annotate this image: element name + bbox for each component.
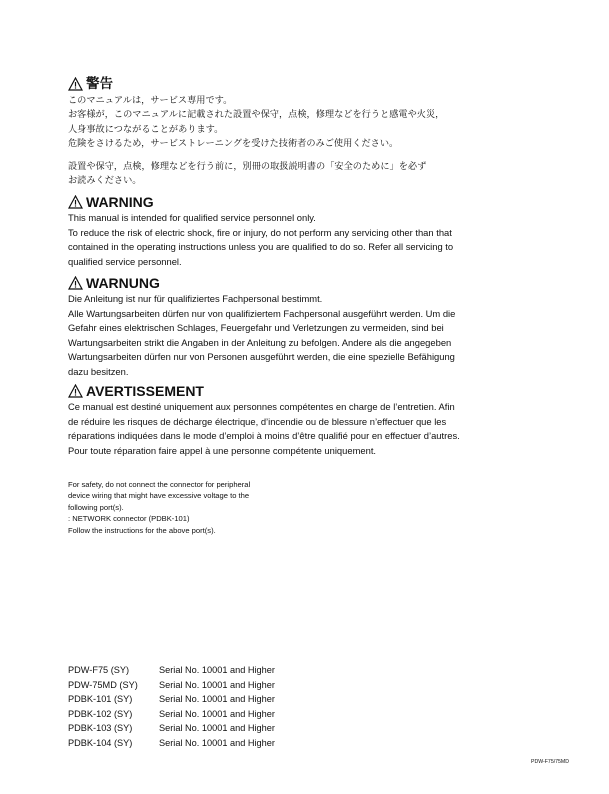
warning-section bbox=[68, 194, 548, 269]
serial-row bbox=[68, 678, 275, 693]
warnung-line: Wartungsarbeiten dürfen nur von Personen ausgeführt werden, die eine spezielle Befähigung bbox=[68, 351, 455, 363]
japanese-paragraph-1 bbox=[68, 94, 548, 152]
avertissement-line: Pour toute réparation faire appel à une personne compétente uniquement. bbox=[68, 444, 377, 456]
warning-triangle-icon bbox=[68, 276, 83, 290]
warning-heading-text: WARNING bbox=[86, 194, 154, 210]
serial-number-list bbox=[68, 663, 275, 751]
japanese-heading-text: 警告 bbox=[86, 75, 113, 92]
safety-note-line: For safety, do not connect the connector for peripheral bbox=[68, 480, 251, 489]
safety-note-line: : NETWORK connector (PDBK-101) bbox=[68, 514, 190, 524]
model-name: PDBK-102 (SY) bbox=[68, 708, 133, 719]
model-name: PDW-F75 (SY) bbox=[68, 665, 130, 675]
avertissement-body bbox=[68, 400, 548, 458]
serial-row bbox=[68, 736, 275, 751]
warning-line: contained in the operating instructions unless you are qualified to do so. Refer all servicing to bbox=[68, 241, 454, 253]
warnung-body bbox=[68, 292, 548, 380]
page-footer-model: PDW-F75/75MD bbox=[531, 759, 569, 765]
avertissement-heading-text: AVERTISSEMENT bbox=[86, 383, 204, 399]
warnung-line: Wartungsarbeiten strikt die Angaben in der Anleitung zu befolgen. Andere als die angegeben bbox=[68, 336, 452, 348]
serial-row bbox=[68, 692, 275, 707]
warning-line: To reduce the risk of electric shock, fire or injury, do not perform any servicing other than that bbox=[68, 226, 452, 238]
safety-note-line: device wiring that might have excessive voltage to the bbox=[68, 491, 250, 501]
avertissement-line: Ce manual est destiné uniquement aux personnes compétentes en charge de l’entretien. Afin bbox=[68, 401, 455, 412]
serial-row bbox=[68, 663, 275, 678]
serial-row bbox=[68, 707, 275, 722]
japanese-paragraph-2 bbox=[68, 160, 548, 189]
japanese-line: 設置や保守，点検，修理などを行う前に，別冊の取扱説明書の「安全のために」を必ず bbox=[68, 160, 427, 172]
warnung-heading bbox=[68, 275, 548, 291]
warning-triangle-icon bbox=[68, 384, 83, 398]
safety-note-line: Follow the instructions for the above port(s). bbox=[68, 525, 216, 535]
warnung-line: Alle Wartungsarbeiten dürfen nur von qualifiziertem Fachpersonal ausgeführt werden. Um die bbox=[68, 307, 456, 319]
serial-range: Serial No. 10001 and Higher bbox=[159, 694, 275, 705]
warning-triangle-icon bbox=[68, 77, 83, 91]
warning-heading bbox=[68, 194, 548, 210]
serial-range: Serial No. 10001 and Higher bbox=[159, 665, 275, 675]
japanese-line: お客様が，このマニュアルに記載された設置や保守，点検，修理などを行うと感電や火災， bbox=[68, 109, 445, 121]
serial-range: Serial No. 10001 and Higher bbox=[159, 679, 275, 690]
japanese-line: 危険をさけるため，サービストレーニングを受けた技術者のみご使用ください。 bbox=[68, 138, 399, 150]
japanese-line: 人身事故につながることがあります。 bbox=[68, 123, 224, 135]
warning-line: This manual is intended for qualified service personnel only. bbox=[68, 212, 316, 223]
warnung-heading-text: WARNUNG bbox=[86, 275, 160, 291]
model-name: PDBK-104 (SY) bbox=[68, 737, 133, 748]
avertissement-heading bbox=[68, 383, 548, 399]
warnung-section bbox=[68, 275, 548, 380]
japanese-line: お読みください。 bbox=[68, 175, 142, 187]
warning-triangle-icon bbox=[68, 195, 83, 209]
model-name: PDBK-103 (SY) bbox=[68, 723, 133, 734]
serial-range: Serial No. 10001 and Higher bbox=[159, 708, 275, 719]
avertissement-line: réparations indiquées dans le mode d’emploi à moins d’être qualifié pour en effectuer d’autres. bbox=[68, 430, 460, 442]
warnung-line: dazu besitzen. bbox=[68, 365, 129, 377]
model-name: PDBK-101 (SY) bbox=[68, 694, 133, 705]
serial-range: Serial No. 10001 and Higher bbox=[159, 737, 275, 748]
warning-body bbox=[68, 211, 548, 269]
japanese-line: このマニュアルは，サービス専用です。 bbox=[68, 95, 233, 106]
japanese-warning-heading bbox=[68, 76, 548, 92]
serial-range: Serial No. 10001 and Higher bbox=[159, 723, 275, 734]
japanese-warning-section bbox=[68, 76, 548, 188]
model-name: PDW-75MD (SY) bbox=[68, 679, 138, 690]
warning-line: qualified service personnel. bbox=[68, 255, 182, 267]
warnung-line: Gefahr eines elektrischen Schlages, Feuergefahr und Verletzungen zu vermeiden, sind bei bbox=[68, 322, 444, 334]
safety-note-line: following port(s). bbox=[68, 502, 124, 512]
avertissement-section bbox=[68, 383, 548, 458]
warnung-line: Die Anleitung ist nur für qualifiziertes Fachpersonal bestimmt. bbox=[68, 293, 323, 304]
serial-row bbox=[68, 721, 275, 736]
avertissement-line: de réduire les risques de décharge électrique, d’incendie ou de blessure n’effectuer que les bbox=[68, 415, 447, 427]
safety-note bbox=[68, 479, 250, 536]
